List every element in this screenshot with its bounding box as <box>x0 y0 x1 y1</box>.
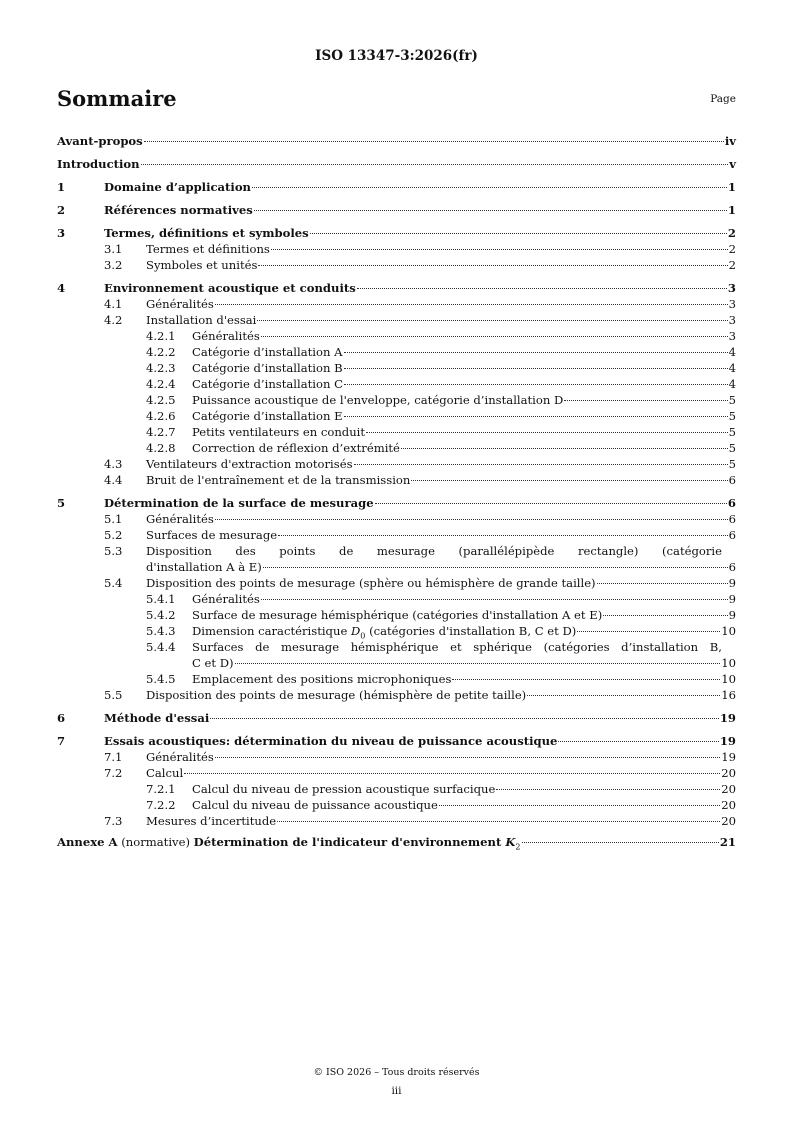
dot-leader <box>564 400 727 401</box>
toc-page-number: 20 <box>721 782 736 796</box>
dot-leader <box>215 304 728 305</box>
dot-leader <box>452 679 720 680</box>
toc-entry-4-2-7[interactable] <box>57 424 736 440</box>
toc-entry-text: Introduction <box>57 157 140 171</box>
dot-leader <box>354 464 728 465</box>
toc-entry-text: Généralités <box>192 329 260 343</box>
toc-section-number: 7.2 <box>104 766 123 780</box>
toc-section-number: 1 <box>57 180 66 194</box>
dot-leader <box>577 631 720 632</box>
toc-page-number: 10 <box>721 672 736 686</box>
toc-entry-text: Catégorie d’installation C <box>192 377 344 391</box>
annex-type: (normative) <box>117 835 194 849</box>
toc-entry-text: Mesures d’incertitude <box>146 814 277 828</box>
toc-entry-text: Détermination de la surface de mesurage <box>104 496 374 510</box>
toc-section-number: 5.4.4 <box>146 640 176 654</box>
toc-entry-7-2-2[interactable] <box>57 797 736 813</box>
toc-page-number: 9 <box>728 592 736 606</box>
toc-entry-text-line1: Disposition des points de mesurage (parallélépipède rectangle) (catégorie <box>146 544 722 558</box>
toc-entry-5-4[interactable] <box>57 575 736 591</box>
dot-leader <box>310 233 727 234</box>
toc-entry-4-2-1[interactable] <box>57 328 736 344</box>
toc-page-number: 6 <box>728 473 736 487</box>
toc-section-number: 4.2.7 <box>146 425 176 439</box>
toc-entry-text-pre: Dimension caractéristique <box>192 624 351 638</box>
toc-entry-5-4-1[interactable] <box>57 591 736 607</box>
toc-entry-text: Généralités <box>146 512 214 526</box>
dot-leader <box>258 265 727 266</box>
toc-entry-text: Disposition des points de mesurage (hémisphère de petite taille) <box>146 688 527 702</box>
toc-page-number: 1 <box>727 180 736 194</box>
toc-page-number: 3 <box>727 281 736 295</box>
toc-entry-text: Généralités <box>192 592 260 606</box>
dot-leader <box>278 535 727 536</box>
dot-leader <box>184 773 720 774</box>
toc-entry-text: Puissance acoustique de l'enveloppe, catégorie d’installation D <box>192 393 564 407</box>
annex-label: Annexe A <box>57 835 118 849</box>
toc-entry-text <box>57 834 521 855</box>
dot-leader <box>344 352 728 353</box>
toc-page-number: 6 <box>727 496 736 510</box>
dot-leader <box>141 164 729 165</box>
toc-entry-text: Surface de mesurage hémisphérique (catégories d'installation A et E) <box>192 608 603 622</box>
toc-section-number: 4.2 <box>104 313 123 327</box>
toc-section-number: 4.2.8 <box>146 441 176 455</box>
toc-entry-text-line2: d'installation A à E) <box>146 560 262 574</box>
dot-leader <box>603 615 727 616</box>
dot-leader <box>344 384 728 385</box>
toc-entry-introduction[interactable] <box>57 156 736 172</box>
page-number: iii <box>391 1085 402 1097</box>
toc-entry-4-2-4[interactable] <box>57 376 736 392</box>
toc-entry-4[interactable] <box>57 280 736 296</box>
toc-entry-5-4-2[interactable] <box>57 607 736 623</box>
toc-section-number: 4 <box>57 281 66 295</box>
toc-page-number: 20 <box>721 798 736 812</box>
dot-leader <box>411 480 727 481</box>
toc-page-number: 2 <box>728 258 736 272</box>
toc-page-number: 9 <box>728 608 736 622</box>
toc-entry-4-4[interactable] <box>57 472 736 488</box>
toc-entry-5-4-4[interactable] <box>57 639 736 671</box>
toc-entry-2[interactable] <box>57 202 736 218</box>
toc-section-number: 6 <box>57 711 66 725</box>
dot-leader <box>522 842 719 843</box>
toc-entry-4-2-2[interactable] <box>57 344 736 360</box>
toc-section-number: 4.2.6 <box>146 409 176 423</box>
dot-leader <box>215 757 720 758</box>
toc-entry-text: Termes et définitions <box>146 242 270 256</box>
toc-page-number: 9 <box>728 576 736 590</box>
dot-leader <box>263 567 728 568</box>
toc-section-number: 5.4.1 <box>146 592 176 606</box>
toc-entry-3-1[interactable] <box>57 241 736 257</box>
document-id: ISO 13347-3:2026(fr) <box>315 48 478 64</box>
toc-entry-3[interactable] <box>57 225 736 241</box>
toc-page-number: 20 <box>721 814 736 828</box>
toc-entry-text: Symboles et unités <box>146 258 258 272</box>
toc-page-number: 5 <box>728 393 736 407</box>
toc-entry-text: Disposition des points de mesurage (sphère ou hémisphère de grande taille) <box>146 576 596 590</box>
dot-leader <box>344 368 728 369</box>
dot-leader <box>597 583 728 584</box>
toc-entry-5-4-3[interactable] <box>57 623 736 639</box>
toc-page-number: 3 <box>728 329 736 343</box>
toc-page-number: 6 <box>728 560 736 574</box>
toc-page-number: 5 <box>728 457 736 471</box>
dot-leader <box>366 432 728 433</box>
toc-section-number: 5.2 <box>104 528 123 542</box>
toc-entry-5-4-5[interactable] <box>57 671 736 687</box>
copyright-notice: © ISO 2026 – Tous droits réservés <box>313 1067 480 1078</box>
toc-entry-4-2[interactable] <box>57 312 736 328</box>
toc-section-number: 5.4.2 <box>146 608 176 622</box>
toc-entry-text: Catégorie d’installation E <box>192 409 343 423</box>
toc-entry-text: Emplacement des positions microphoniques <box>192 672 452 686</box>
toc-page-number: 10 <box>721 656 736 670</box>
dot-leader <box>261 336 728 337</box>
dot-leader <box>401 448 728 449</box>
toc-section-number: 4.3 <box>104 457 123 471</box>
toc-entry-7[interactable] <box>57 733 736 749</box>
toc-page-number: 2 <box>727 226 736 240</box>
toc-section-number: 2 <box>57 203 66 217</box>
toc-entry-5-5[interactable] <box>57 687 736 703</box>
dot-leader <box>144 141 724 142</box>
dot-leader <box>277 821 720 822</box>
toc-entry-text: Domaine d’application <box>104 180 251 194</box>
dot-leader <box>271 249 728 250</box>
toc-section-number: 3.2 <box>104 258 123 272</box>
toc-page-number: 4 <box>728 361 736 375</box>
toc-page-number: v <box>729 157 736 171</box>
toc-entry-text-line1: Surfaces de mesurage hémisphérique et sphérique (catégories d’installation B, <box>192 640 722 654</box>
toc-page-number: 19 <box>719 734 736 748</box>
toc-page-number: 4 <box>728 345 736 359</box>
dot-leader <box>252 187 727 188</box>
toc-section-number: 5.4.3 <box>146 624 176 638</box>
toc-section-number: 5.4 <box>104 576 123 590</box>
symbol-k: K <box>505 835 516 849</box>
toc-section-number: 3 <box>57 226 66 240</box>
toc-entry-text: Références normatives <box>104 203 253 217</box>
toc-entry-avant-propos[interactable] <box>57 133 736 149</box>
toc-page-number: 5 <box>728 441 736 455</box>
table-of-contents <box>57 133 736 850</box>
page-column-label: Page <box>710 93 736 105</box>
toc-entry-text: Catégorie d’installation A <box>192 345 343 359</box>
toc-entry-7-2-1[interactable] <box>57 781 736 797</box>
toc-entry-text: Catégorie d’installation B <box>192 361 343 375</box>
toc-section-number: 7.1 <box>104 750 123 764</box>
toc-entry-5-3[interactable] <box>57 543 736 575</box>
toc-entry-4-1[interactable] <box>57 296 736 312</box>
toc-page-number: 10 <box>721 624 736 638</box>
toc-section-number: 4.2.2 <box>146 345 176 359</box>
dot-leader <box>215 519 728 520</box>
toc-entry-text: Installation d'essai <box>146 313 257 327</box>
toc-entry-text: Environnement acoustique et conduits <box>104 281 356 295</box>
toc-page-number: 4 <box>728 377 736 391</box>
toc-page-number: 20 <box>721 766 736 780</box>
dot-leader <box>527 695 720 696</box>
toc-page-number: 6 <box>728 528 736 542</box>
dot-leader <box>261 599 728 600</box>
toc-section-number: 4.4 <box>104 473 123 487</box>
toc-page-number: iv <box>724 134 736 148</box>
toc-entry-4-2-5[interactable] <box>57 392 736 408</box>
toc-page-number: 21 <box>719 835 736 849</box>
toc-section-number: 5.1 <box>104 512 123 526</box>
page-title: Sommaire <box>57 86 177 111</box>
toc-section-number: 4.1 <box>104 297 123 311</box>
toc-entry-6[interactable] <box>57 710 736 726</box>
toc-page-number: 5 <box>728 409 736 423</box>
dot-leader <box>496 789 720 790</box>
toc-section-number: 4.2.4 <box>146 377 176 391</box>
toc-entry-text: Calcul du niveau de puissance acoustique <box>192 798 438 812</box>
toc-section-number: 5.5 <box>104 688 123 702</box>
toc-entry-5[interactable] <box>57 495 736 511</box>
toc-page-number: 19 <box>721 750 736 764</box>
toc-entry-text-post: (catégories d'installation B, C et D) <box>365 624 577 638</box>
symbol-subscript: 2 <box>515 842 521 852</box>
toc-entry-text: Essais acoustiques: détermination du niveau de puissance acoustique <box>104 734 558 748</box>
toc-entry-text: Calcul du niveau de pression acoustique surfacique <box>192 782 496 796</box>
dot-leader <box>235 663 721 664</box>
toc-entry-3-2[interactable] <box>57 257 736 273</box>
toc-entry-text: Petits ventilateurs en conduit <box>192 425 366 439</box>
toc-entry-text: Méthode d'essai <box>104 711 210 725</box>
symbol-d: D <box>351 624 361 638</box>
toc-entry-4-2-6[interactable] <box>57 408 736 424</box>
toc-page-number: 1 <box>727 203 736 217</box>
toc-entry-5-2[interactable] <box>57 527 736 543</box>
toc-page-number: 6 <box>728 512 736 526</box>
toc-section-number: 7 <box>57 734 66 748</box>
toc-entry-7-1[interactable] <box>57 749 736 765</box>
dot-leader <box>558 741 718 742</box>
dot-leader <box>375 503 727 504</box>
toc-entry-text: Surfaces de mesurage <box>146 528 278 542</box>
toc-entry-text: Généralités <box>146 297 214 311</box>
dot-leader <box>344 416 728 417</box>
toc-section-number: 5 <box>57 496 66 510</box>
toc-section-number: 7.2.1 <box>146 782 176 796</box>
toc-section-number: 4.2.5 <box>146 393 176 407</box>
toc-entry-annex-a[interactable] <box>57 834 736 850</box>
toc-entry-7-2[interactable] <box>57 765 736 781</box>
toc-section-number: 7.3 <box>104 814 123 828</box>
toc-entry-4-3[interactable] <box>57 456 736 472</box>
toc-entry-5-1[interactable] <box>57 511 736 527</box>
toc-section-number: 4.2.1 <box>146 329 176 343</box>
dot-leader <box>210 718 719 719</box>
toc-entry-text: Termes, définitions et symboles <box>104 226 309 240</box>
toc-entry-7-3[interactable] <box>57 813 736 829</box>
symbol-subscript: 0 <box>360 631 366 641</box>
toc-section-number: 7.2.2 <box>146 798 176 812</box>
toc-section-number: 5.3 <box>104 544 123 558</box>
toc-section-number: 5.4.5 <box>146 672 176 686</box>
dot-leader <box>257 320 727 321</box>
toc-entry-4-2-8[interactable] <box>57 440 736 456</box>
dot-leader <box>357 288 727 289</box>
toc-page-number: 3 <box>728 297 736 311</box>
toc-entry-text-line2: C et D) <box>192 656 234 670</box>
dot-leader <box>254 210 727 211</box>
dot-leader <box>439 805 720 806</box>
toc-section-number: 4.2.3 <box>146 361 176 375</box>
toc-page-number: 19 <box>719 711 736 725</box>
toc-entry-text: Avant-propos <box>57 134 143 148</box>
toc-entry-text: Correction de réflexion d’extrémité <box>192 441 400 455</box>
toc-section-number: 3.1 <box>104 242 123 256</box>
toc-page-number: 5 <box>728 425 736 439</box>
toc-entry-text: Ventilateurs d'extraction motorisés <box>146 457 353 471</box>
toc-page-number: 2 <box>728 242 736 256</box>
toc-entry-text: Calcul <box>146 766 184 780</box>
toc-entry-4-2-3[interactable] <box>57 360 736 376</box>
toc-entry-1[interactable] <box>57 179 736 195</box>
toc-entry-text: Généralités <box>146 750 214 764</box>
annex-title: Détermination de l'indicateur d'environnement <box>193 835 506 849</box>
toc-page-number: 16 <box>721 688 736 702</box>
toc-page-number: 3 <box>728 313 736 327</box>
toc-entry-text: Bruit de l'entraînement et de la transmission <box>146 473 411 487</box>
